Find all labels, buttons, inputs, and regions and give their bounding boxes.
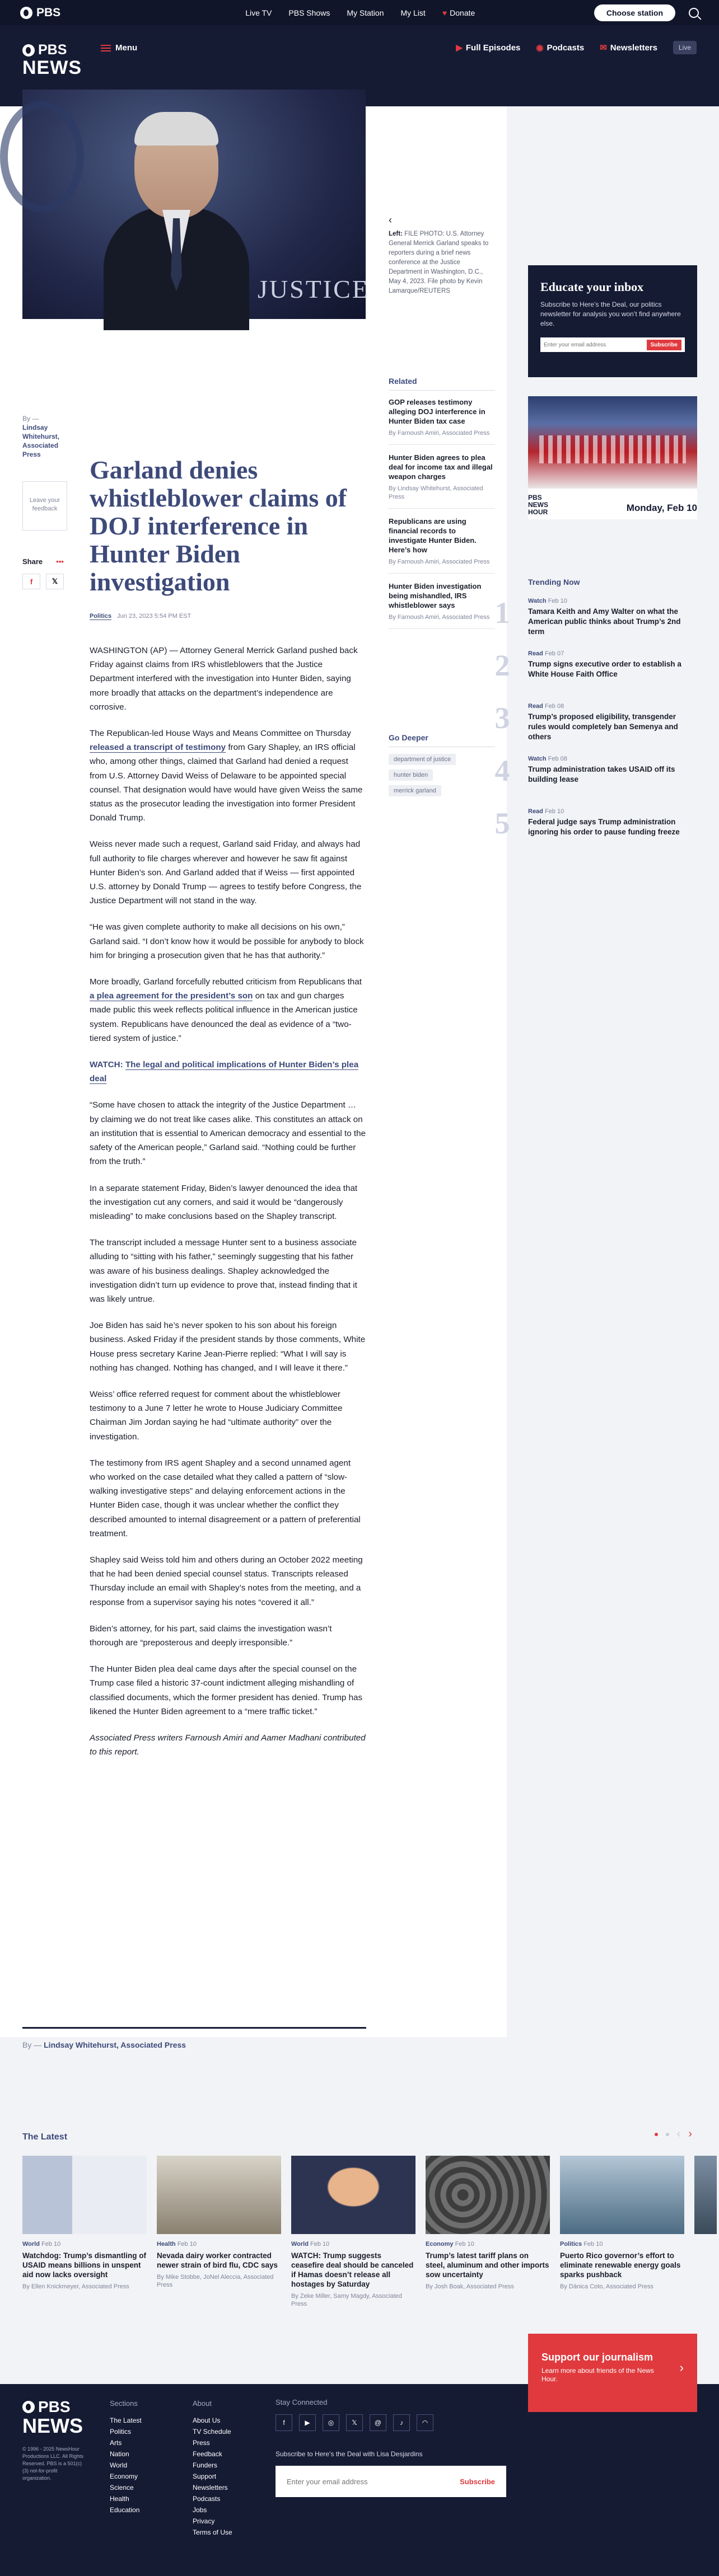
youtube-icon[interactable]: ▶ xyxy=(299,2414,316,2431)
paragraph: The Hunter Biden plea deal came days after the special counsel on the Trump case filed a historic 37-count indictment alleging mishandling of classified documents, which the former president has denied. Trump has likened the Hunter Biden agreement to a “mere traffic ticket.” xyxy=(90,1664,363,1716)
trending-item[interactable]: 5 Read Feb 10 Federal judge says Trump administration ignoring his order to pause funding freeze xyxy=(494,806,680,840)
chevron-left-icon[interactable]: ‹ xyxy=(389,214,392,226)
footer-link[interactable]: Podcasts xyxy=(193,2495,221,2503)
card-image xyxy=(22,2156,147,2234)
latest-card[interactable]: Politics Feb 10 Puerto Rico governor’s effort to eliminate renewable energy goals sparks pushback By Dánica Coto, Associated Press xyxy=(560,2156,684,2308)
byline-side: By — Lindsay Whitehurst, Associated Press xyxy=(22,414,78,459)
podcasts-link[interactable]: ◉ Podcasts xyxy=(536,43,585,53)
related-list xyxy=(389,377,495,637)
newsletter-promo: Educate your inbox Subscribe to Here’s the Deal, our politics newsletter for analysis you won’t find anywhere else. Enter your email address Subscribe xyxy=(528,265,697,377)
tag-merrick-garland[interactable]: merrick garland xyxy=(389,785,441,796)
article-meta xyxy=(90,613,191,620)
footer-link[interactable]: The Latest xyxy=(110,2417,142,2424)
newshour-logo: PBS NEWS HOUR xyxy=(528,494,548,516)
footer-link[interactable]: Funders xyxy=(193,2461,218,2469)
footer-newsletter-label: Subscribe to Here’s the Deal with Lisa Desjardins xyxy=(276,2450,423,2458)
tag-hunter-biden[interactable]: hunter biden xyxy=(389,769,433,781)
tag-doj[interactable]: department of justice xyxy=(389,754,456,765)
justice-sign: JUSTICE xyxy=(258,275,370,303)
more-share-icon[interactable]: ••• xyxy=(56,557,64,566)
live-badge[interactable]: Live xyxy=(673,41,697,54)
paragraph: Weiss never made such a request, Garland said Friday, and always had full authority to file charges wherever and however he saw fit against Hunter Biden’s son. And Garland added that if Weiss — first appointed U.S. attorney by Donald Trump — agrees to testify before Congress, the Justice Department will not stand in the way. xyxy=(90,839,362,906)
card-image xyxy=(694,2156,717,2234)
ad-date: Monday, Feb 10 xyxy=(626,503,697,513)
trending-item[interactable]: 1 Watch Feb 10 Tamara Keith and Amy Walter on what the American public thinks about Trump’s 2nd term xyxy=(494,596,681,636)
author-link[interactable]: Lindsay Whitehurst, Associated Press xyxy=(44,2040,186,2049)
author-link[interactable]: Lindsay Whitehurst, Associated Press xyxy=(22,424,59,458)
promo-email-input[interactable] xyxy=(544,342,647,348)
related-heading: Related xyxy=(389,377,495,391)
footer-sections: Sections The Latest Politics Arts Nation World Economy Science Health Education xyxy=(110,2398,142,2516)
pbs-shows-link[interactable]: PBS Shows xyxy=(288,8,330,17)
feedback-button[interactable]: Leave your feedback xyxy=(22,481,67,531)
threads-icon[interactable]: @ xyxy=(370,2414,386,2431)
related-item[interactable]: Republicans are using financial records to investigate Hunter Biden. Here’s how By Farnoush Amiri, Associated Press xyxy=(389,517,495,574)
footer-link[interactable]: Jobs xyxy=(193,2506,207,2514)
footer-link[interactable]: Arts xyxy=(110,2439,122,2447)
carousel-dot-active[interactable] xyxy=(655,2133,658,2136)
transcript-link[interactable]: released a transcript of testimony xyxy=(90,743,226,753)
latest-card[interactable] xyxy=(694,2156,717,2308)
pbs-head-icon xyxy=(22,44,35,57)
tiktok-icon[interactable]: ♪ xyxy=(393,2414,410,2431)
share-panel: Share ••• f 𝕏 xyxy=(22,557,67,589)
watch-link-paragraph: WATCH: The legal and political implications of Hunter Biden’s plea deal xyxy=(90,1060,359,1084)
card-image xyxy=(291,2156,415,2234)
footer-link[interactable]: Education xyxy=(110,2506,140,2514)
latest-heading: The Latest xyxy=(22,2132,68,2142)
footer-subscribe-button[interactable]: Subscribe xyxy=(460,2477,495,2486)
trending-list xyxy=(484,578,697,861)
credit-line: Associated Press writers Farnoush Amiri and Aamer Madhani contributed to this report. xyxy=(90,1733,366,1757)
related-item[interactable]: Hunter Biden agrees to plea deal for income tax and illegal weapon charges By Lindsay Whitehurst, Associated Press xyxy=(389,453,495,509)
pbs-topbar xyxy=(0,0,719,25)
footer-logo[interactable]: PBS NEWS xyxy=(22,2398,83,2437)
ad-image xyxy=(528,396,697,489)
instagram-icon[interactable]: ◎ xyxy=(323,2414,339,2431)
footer-about: About About Us TV Schedule Press Feedback Funders Support Newsletters Podcasts Jobs Privacy Terms of Use xyxy=(193,2398,232,2538)
footer-link[interactable]: Privacy xyxy=(193,2517,215,2525)
carousel-next-icon[interactable]: › xyxy=(688,2128,692,2140)
trending-item[interactable]: 4 Watch Feb 08 Trump administration takes USAID off its building lease xyxy=(494,754,675,787)
footer xyxy=(0,2352,719,2576)
article-body xyxy=(90,644,367,1771)
donate-link[interactable]: ♥ Donate xyxy=(442,8,475,17)
paragraph: More broadly, Garland forcefully rebutted criticism from Republicans that a plea agreement for the president’s son on tax and gun charges made public this week reflects political influence in the American justice system. Republicans have denounced the deal as evidence of a “two-tiered system of justice.” xyxy=(90,977,362,1043)
footer-email-input[interactable] xyxy=(287,2478,460,2486)
latest-card[interactable]: World Feb 10 Watchdog: Trump’s dismantling of USAID means billions in unspent aid now lacks oversight By Ellen Knickmeyer, Associated Press xyxy=(22,2156,147,2308)
live-tv-link[interactable]: Live TV xyxy=(245,8,272,17)
facebook-icon[interactable]: f xyxy=(276,2414,292,2431)
latest-card[interactable]: Health Feb 10 Nevada dairy worker contracted newer strain of bird flu, CDC says By Mike Stobbe, JoNel Aleccia, Associated Press xyxy=(157,2156,281,2308)
paragraph: Weiss’ office referred request for comment about the whistleblower testimony to a June 7 letter he wrote to House Judiciary Committee Chairman Jim Jordan saying he had “ultimate authority” over the investigation. xyxy=(90,1389,343,1442)
pbs-head-icon xyxy=(20,7,32,19)
paragraph: In a separate statement Friday, Biden’s lawyer denounced the idea that the investigation cut any corners, and said it would be “dangerously misleading” to make conclusions based on the Shapley transcript. xyxy=(90,1183,358,1221)
footer-link[interactable]: Economy xyxy=(110,2472,138,2480)
garland-photo xyxy=(104,112,249,319)
footer-link[interactable]: Newsletters xyxy=(193,2484,228,2491)
trending-item[interactable]: 3 Read Feb 08 Trump’s proposed eligibility, transgender rules would completely ban Semenya and others xyxy=(494,701,678,741)
card-image xyxy=(560,2156,684,2234)
go-deeper xyxy=(389,733,495,801)
plea-agreement-link[interactable]: a plea agreement for the president’s son xyxy=(90,991,253,1001)
pbs-news-logo[interactable]: PBS NEWS xyxy=(22,42,82,78)
footer-link[interactable]: Terms of Use xyxy=(193,2528,232,2536)
footer-link[interactable]: TV Schedule xyxy=(193,2428,231,2436)
category-link[interactable]: Politics xyxy=(90,613,112,620)
arrow-right-icon: › xyxy=(679,2361,684,2375)
podcast-icon: ◉ xyxy=(536,43,544,53)
related-item[interactable]: GOP releases testimony alleging DOJ interference in Hunter Biden tax case By Farnoush Amiri, Associated Press xyxy=(389,397,495,445)
paragraph: WASHINGTON (AP) — Attorney General Merrick Garland pushed back Friday against claims from IRS whistleblowers that the Justice Department interfered with the investigation into Hunter Biden, saying more broadly that attacks on the department’s independence are corrosive. xyxy=(90,646,358,712)
newsletters-link[interactable]: ✉ Newsletters xyxy=(600,43,657,53)
paragraph: The Republican-led House Ways and Means Committee on Thursday released a transcript of testimony from Gary Shapley, an IRS official who, among other things, claimed that Garland had denied a request from U.S. Attorney David Weiss of Delaware to be appointed special counsel. That designation would have would have given Weiss the same status as the prosecutor leading the investigation into former President Donald Trump. xyxy=(90,729,363,823)
footer-link[interactable]: Support xyxy=(193,2472,217,2480)
footer-legal: © 1996 - 2025 NewsHour Productions LLC. All Rights Reserved. PBS is a 501(c)(3) not-for-profit organization. xyxy=(22,2446,84,2481)
x-icon[interactable]: 𝕏 xyxy=(346,2414,363,2431)
paragraph: The testimony from IRS agent Shapley and a second unnamed agent who worked on the case detailed what they called a pattern of “slow-walking investigative steps” and delaying enforcement actions in the Hunter Biden case, though it was unclear whether the conflict they described amounted to internal disagreement or a pattern of preferential treatment. xyxy=(90,1458,361,1538)
footer-link[interactable]: Feedback xyxy=(193,2450,222,2458)
carousel-prev-icon[interactable]: ‹ xyxy=(676,2128,681,2140)
latest-card[interactable]: World Feb 10 WATCH: Trump suggests ceasefire deal should be canceled if Hamas doesn’t release all hostages by Saturday By Zeke Miller, Samy Magdy, Associated Press xyxy=(291,2156,415,2308)
doj-seal xyxy=(0,101,84,213)
divider xyxy=(22,2027,366,2029)
footer-link[interactable]: Science xyxy=(110,2484,134,2491)
card-image xyxy=(157,2156,281,2234)
paragraph: “Some have chosen to attack the integrity of the Justice Department … by claiming we do not treat like cases alike. This constitutes an attack on an institution that is essential to American democracy and essential to the safety of the American people,” Garland said. “Nothing could be further from the truth.” xyxy=(90,1100,366,1167)
facebook-icon[interactable]: f xyxy=(22,574,40,589)
article-date: Jun 23, 2023 5:54 PM EST xyxy=(117,613,192,620)
support-journalism-banner[interactable]: Support our journalism Learn more about friends of the News Hour. › xyxy=(528,2334,697,2412)
footer-link[interactable]: World xyxy=(110,2461,128,2469)
newshour-ad[interactable] xyxy=(528,396,697,519)
menu-button[interactable]: Menu xyxy=(101,43,137,53)
trending-heading: Trending Now xyxy=(528,578,580,586)
footer-newsletter-form xyxy=(276,2466,506,2497)
footer-link[interactable]: Nation xyxy=(110,2450,129,2458)
full-episodes-link[interactable]: ▶ Full Episodes xyxy=(456,43,521,53)
footer-link[interactable]: Press xyxy=(193,2439,210,2447)
photo-caption: ‹ Left: FILE PHOTO: U.S. Attorney General Merrick Garland speaks to reporters during a brief news conference at the Justice Department in Washington, D.C., May 4, 2023. File photo by Kevin Lamarque/REUTERS xyxy=(389,215,495,296)
play-icon: ▶ xyxy=(456,43,463,53)
byline-bottom: By — Lindsay Whitehurst, Associated Press xyxy=(22,2040,186,2049)
stay-connected: Stay Connected f ▶ ◎ 𝕏 @ ♪ ◠ xyxy=(276,2398,433,2431)
go-deeper-heading: Go Deeper xyxy=(389,733,495,747)
footer-link[interactable]: Politics xyxy=(110,2428,132,2436)
related-item[interactable]: Hunter Biden investigation being mishandled, IRS whistleblower says By Farnoush Amiri, Associated Press xyxy=(389,581,495,629)
paragraph: The transcript included a message Hunter sent to a business associate alluding to “sitting with his father,” seemingly suggesting that his father was aware of his business dealings. Shapley acknowledged the investigation didn’t turn up evidence to prove that, instead finding that it was likely untrue. xyxy=(90,1238,357,1304)
footer-link[interactable]: About Us xyxy=(193,2417,221,2424)
choose-station-button[interactable]: Choose station xyxy=(594,4,675,21)
mail-icon: ✉ xyxy=(600,43,607,53)
paragraph: Biden’s attorney, for his part, said claims the investigation wasn’t thorough are “preposterous and deeply irresponsible.” xyxy=(90,1624,332,1648)
article-headline: Garland denies whistleblower claims of DOJ interference in Hunter Biden investigation xyxy=(90,456,347,596)
trending-item[interactable]: 2 Read Feb 07 Trump signs executive order to establish a White House Faith Office xyxy=(494,649,681,682)
page-body xyxy=(0,106,719,2536)
x-icon[interactable]: 𝕏 xyxy=(46,574,64,589)
my-station-link[interactable]: My Station xyxy=(347,8,384,17)
footer-link[interactable]: Health xyxy=(110,2495,129,2503)
promo-subscribe-button[interactable]: Subscribe xyxy=(647,340,681,350)
paragraph: “He was given complete authority to make all decisions on his own,” Garland said. “I don’t know how it would be possible for anybody to block him for bringing a prosecution given that he has that authority.” xyxy=(90,922,364,960)
search-icon[interactable] xyxy=(689,8,699,18)
heart-icon: ♥ xyxy=(442,8,447,17)
carousel-dot[interactable] xyxy=(666,2133,669,2136)
hamburger-icon xyxy=(101,45,111,51)
watch-link[interactable]: The legal and political implications of Hunter Biden’s plea deal xyxy=(90,1060,359,1084)
pbs-logo[interactable]: PBS xyxy=(20,6,60,20)
card-image xyxy=(426,2156,550,2234)
rss-icon[interactable]: ◠ xyxy=(417,2414,433,2431)
latest-card[interactable]: Economy Feb 10 Trump’s latest tariff plans on steel, aluminum and other imports sow uncertainty By Josh Boak, Associated Press xyxy=(426,2156,550,2308)
paragraph: Shapley said Weiss told him and others during an October 2022 meeting that he had been denied special counsel status. Transcripts released Thursday include an email with Shapley’s notes from the meeting, and a response from a supervisor saying his notes “covered it all.” xyxy=(90,1555,363,1607)
my-list-link[interactable]: My List xyxy=(400,8,426,17)
paragraph: Joe Biden has said he’s never spoken to his son about his foreign business. Asked Friday if the president stands by those comments, White House press secretary Karine Jean-Pierre replied: “What I will say is nothing has changed. Nothing has changed, and I will leave it there.” xyxy=(90,1321,366,1373)
hero-image xyxy=(22,90,370,319)
